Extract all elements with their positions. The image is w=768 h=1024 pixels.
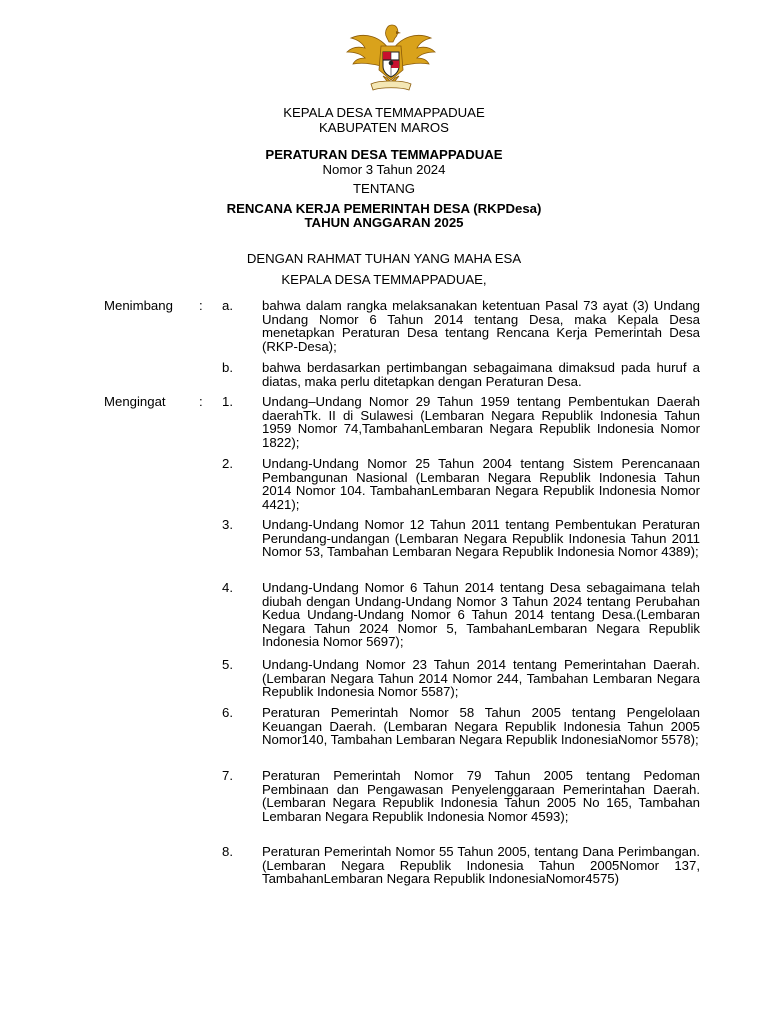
item-text: bahwa dalam rangka melaksanakan ketentuan Pasal 73 ayat (3) Undang Undang Nomor 6 Tahun 2014 tentang Desa, maka Kepala Desa menetapkan Peraturan Desa tentang Rencana Kerja Pemerintah Desa (RKP-Desa);: [262, 298, 700, 354]
item-marker: 5.: [222, 657, 233, 672]
item-marker: 2.: [222, 456, 233, 471]
regulation-number: Nomor 3 Tahun 2024: [322, 162, 446, 177]
header-line-1: KEPALA DESA TEMMAPPADUAE: [283, 105, 485, 120]
garuda-emblem-icon: [343, 22, 439, 94]
item-text: bahwa berdasarkan pertimbangan sebagaimana dimaksud pada huruf a diatas, maka perlu ditetapkan dengan Peraturan Desa.: [262, 360, 700, 389]
menimbang-label: Menimbang: [104, 298, 173, 313]
item-marker: 4.: [222, 580, 233, 595]
kepala-line: KEPALA DESA TEMMAPPADUAE,: [281, 272, 487, 287]
item-marker: 1.: [222, 394, 233, 409]
item-marker: 3.: [222, 517, 233, 532]
menimbang-colon: :: [199, 298, 203, 313]
item-marker: a.: [222, 298, 233, 313]
item-text: Undang-Undang Nomor 23 Tahun 2014 tentang Pemerintahan Daerah.(Lembaran Negara Tahun 2014 Nomor 244, Tambahan Lembaran Negara Republik Indonesia Nomor 5587);: [262, 657, 700, 700]
mengingat-label: Mengingat: [104, 394, 166, 409]
mengingat-colon: :: [199, 394, 203, 409]
item-text: Undang–Undang Nomor 29 Tahun 1959 tentang Pembentukan Daerah daerahTk. II di Sulawesi (Lembaran Negara Republik Indonesia Tahun 1959 Nomor 74,TambahanLembaran Negara Republik Indonesia Nomor 1822);: [262, 394, 700, 450]
item-marker: 7.: [222, 768, 233, 783]
tentang-heading: TENTANG: [352, 181, 416, 196]
item-text: Peraturan Pemerintah Nomor 58 Tahun 2005 tentang Pengelolaan Keuangan Daerah. (Lembaran Negara Republik Indonesia Tahun 2005 Nomor140, Tambahan Lembaran Negara Republik IndonesiaNomor 5578);: [262, 705, 700, 748]
item-text: Undang-Undang Nomor 6 Tahun 2014 tentang Desa sebagaimana telah diubah dengan Undang-Undang Nomor 3 Tahun 2024 tentang Perubahan Kedua Undang-Undang Nomor 6 Tahun 2014 tentang Desa.(Lembaran Negara Tahun 2024 Nomor 5, TambahanLembaran Negara Republik Indonesia Nomor 5697);: [262, 580, 700, 650]
item-marker: 8.: [222, 844, 233, 859]
item-text: Peraturan Pemerintah Nomor 79 Tahun 2005 tentang Pedoman Pembinaan dan Pengawasan Penyelenggaraan Pemerintahan Daerah. (Lembaran Negara Republik Indonesia Tahun 2005 No 165, Tambahan Lembaran Negara Republik Indonesia Nomor 4593);: [262, 768, 700, 824]
header-line-2: KABUPATEN MAROS: [319, 120, 449, 135]
item-marker: 6.: [222, 705, 233, 720]
subject-line-2: TAHUN ANGGARAN 2025: [304, 215, 464, 230]
item-text: Undang-Undang Nomor 12 Tahun 2011 tentang Pembentukan Peraturan Perundang-undangan (Lembaran Negara Republik Indonesia Tahun 2011 Nomor 53, Tambahan Lembaran Negara Republik Indonesia Nomor 4389);: [262, 517, 700, 560]
rahmat-line: DENGAN RAHMAT TUHAN YANG MAHA ESA: [246, 251, 522, 266]
item-text: Undang-Undang Nomor 25 Tahun 2004 tentang Sistem Perencanaan Pembangunan Nasional (Lembaran Negara Republik Indonesia Tahun 2014 Nomor 104. TambahanLembaran Negara Republik Indonesia Nomor 4421);: [262, 456, 700, 512]
regulation-title: PERATURAN DESA TEMMAPPADUAE: [265, 147, 503, 162]
subject-line-1: RENCANA KERJA PEMERINTAH DESA (RKPDesa): [226, 201, 542, 216]
item-marker: b.: [222, 360, 233, 375]
item-text: Peraturan Pemerintah Nomor 55 Tahun 2005, tentang Dana Perimbangan. (Lembaran Negara Republik Indonesia Tahun 2005Nomor 137, TambahanLembaran Negara Republik IndonesiaNomor4575): [262, 844, 700, 887]
